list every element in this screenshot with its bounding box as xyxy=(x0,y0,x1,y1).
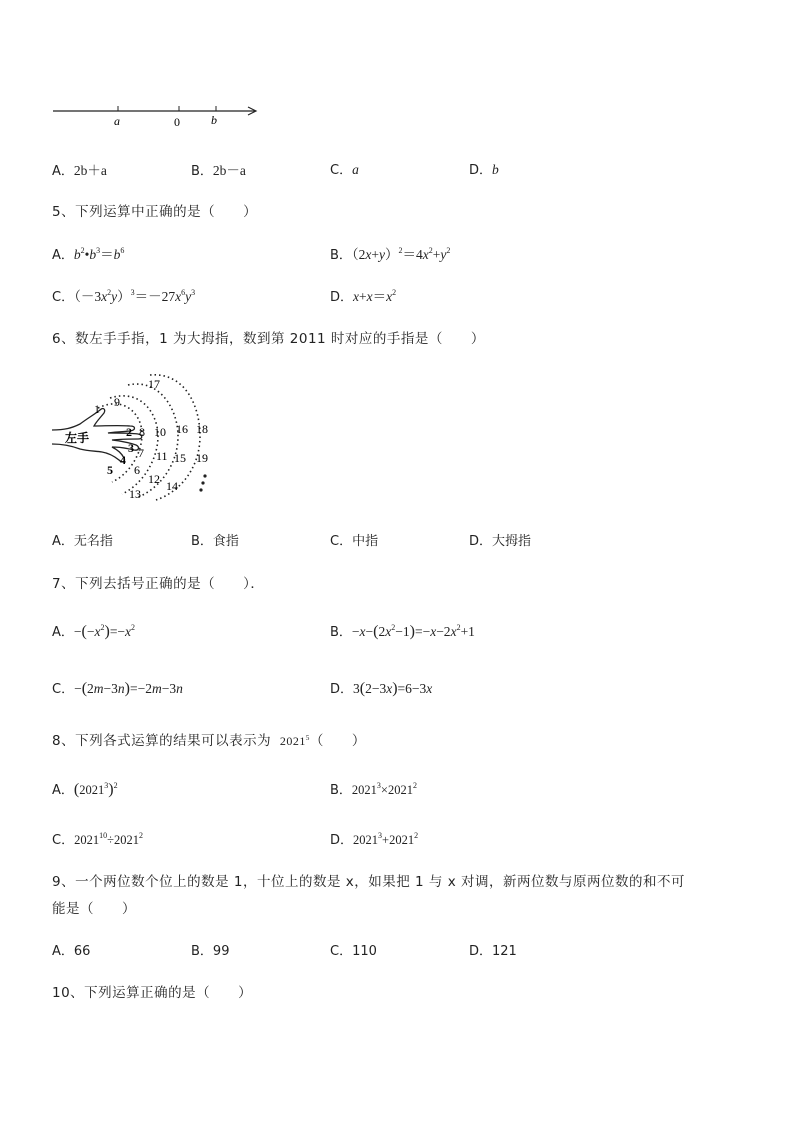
finger-number-18: 18 xyxy=(196,422,208,436)
q5-option-c[interactable]: C．$(-3x^2y)^3=-27x^6y^3$ xyxy=(52,288,196,305)
q8-option-c[interactable]: C．$2021^{10}\div 2021^2$ xyxy=(52,831,143,848)
finger-number-11: 11 xyxy=(156,449,168,463)
finger-number-14: 14 xyxy=(166,479,178,493)
finger-number-9: 9 xyxy=(114,395,120,409)
question-8-stem: 8、下列各式运算的结果可以表示为 2021$^5$（ ） xyxy=(52,733,366,749)
finger-number-12: 12 xyxy=(148,472,160,486)
q8-option-d[interactable]: D．$2021^3+2021^2$ xyxy=(330,831,419,848)
q7-option-c[interactable]: C．−(2m−3n)=−2m−3n xyxy=(52,680,183,697)
finger-number-16: 16 xyxy=(176,422,188,436)
question-10-stem: 10、下列运算正确的是（ ） xyxy=(52,985,253,1001)
q9-option-a[interactable]: A．66 xyxy=(52,944,91,959)
q5-option-a[interactable]: A．$b^2•b^3=b^6$ xyxy=(52,246,125,263)
finger-number-4: 4 xyxy=(120,453,126,467)
question-7-stem: 7、下列去括号正确的是（ ）． xyxy=(52,576,265,592)
q8-option-b[interactable]: B．$2021^3\times 2021^2$ xyxy=(330,781,417,798)
q9-option-d[interactable]: D．121 xyxy=(469,944,517,959)
finger-number-5: 5 xyxy=(107,463,113,477)
number-line-figure xyxy=(50,100,265,130)
finger-number-6: 6 xyxy=(134,463,140,477)
finger-number-8: 8 xyxy=(139,425,145,439)
q5-option-b[interactable]: B．$(2x+y)^2=4x^2+y^2$ xyxy=(330,246,451,263)
finger-number-3: 3 xyxy=(128,441,134,455)
finger-number-15: 15 xyxy=(174,451,186,465)
finger-number-7: 7 xyxy=(138,446,144,460)
q6-option-b[interactable]: B．食指 xyxy=(191,534,239,549)
q6-option-a[interactable]: A．无名指 xyxy=(52,534,113,549)
number-line-label-b: b xyxy=(211,113,217,127)
q4-option-b[interactable]: B．2b－a xyxy=(191,163,246,179)
number-line-label-0: 0 xyxy=(174,115,180,129)
q5-option-d[interactable]: D．$x+x=x^2$ xyxy=(330,288,397,305)
question-6-stem: 6、数左手手指，1 为大拇指，数到第 2011 时对应的手指是（ ） xyxy=(52,331,485,347)
question-5-stem: 5、下列运算中正确的是（ ） xyxy=(52,204,258,220)
q7-option-d[interactable]: D．3(2−3x)=6−3x xyxy=(330,680,433,697)
q7-option-b[interactable]: B．$-x-(2x^2-1)=-x-2x^2+1$ xyxy=(330,623,475,640)
finger-number-19: 19 xyxy=(196,451,208,465)
q4-option-a[interactable]: A．2b＋a xyxy=(52,163,107,179)
left-hand-finger-counting-figure xyxy=(50,370,230,505)
finger-number-2: 2 xyxy=(126,425,132,439)
q6-option-d[interactable]: D．大拇指 xyxy=(469,534,532,549)
q9-option-c[interactable]: C．110 xyxy=(330,944,377,959)
number-line-label-a: a xyxy=(114,114,120,128)
finger-number-13: 13 xyxy=(129,487,141,501)
question-9-stem-line-1: 9、一个两位数个位上的数是 1，十位上的数是 x，如果把 1 与 x 对调，新两位数与原两位数的和不可 xyxy=(52,874,685,890)
question-9-stem-line-2: 能是（ ） xyxy=(52,901,136,917)
q6-option-c[interactable]: C．中指 xyxy=(330,534,379,549)
hand-label: 左手 xyxy=(65,431,90,445)
q7-option-a[interactable]: A．$-(-x^2)=-x^2$ xyxy=(52,623,136,640)
q9-option-b[interactable]: B．99 xyxy=(191,944,230,959)
q8-option-a[interactable]: A．$(2021^3)^2$ xyxy=(52,781,118,798)
q4-option-d[interactable]: D．b xyxy=(469,162,499,178)
q4-option-c[interactable]: C．a xyxy=(330,162,359,178)
finger-number-17: 17 xyxy=(148,377,160,391)
finger-number-1: 1 xyxy=(94,402,100,416)
finger-number-10: 10 xyxy=(154,425,166,439)
